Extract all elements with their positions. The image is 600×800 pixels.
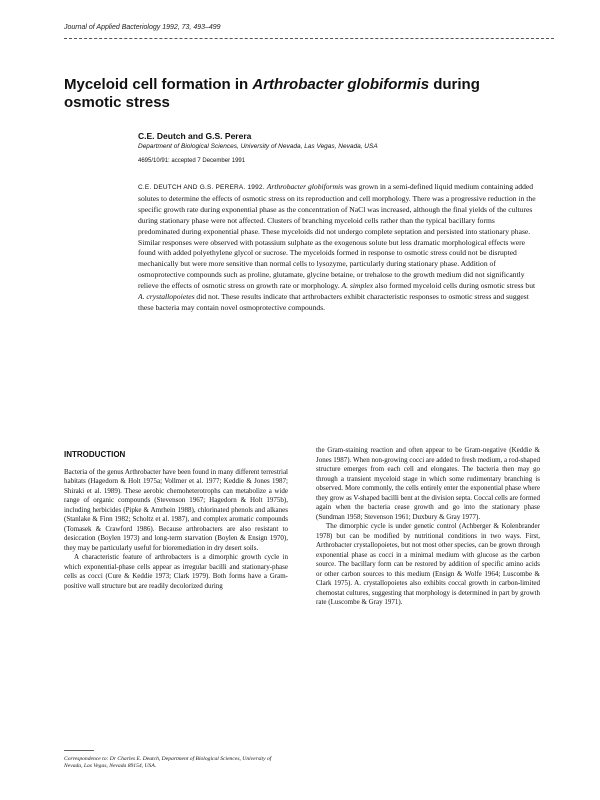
right-paragraph-1: the Gram-staining reaction and often appear to be Gram-negative (Keddie & Jones 1987). When non-growing cocci are added to fresh medium, a rod-shaped structure emerges from each cell and elongates. The bacteria then may go through a transient myceloid stage in which some rudimentary branching is observed. More commonly, the cells entirely enter the exponential phase where they grow as V-shaped bacilli bent at the division septa. Coccal cells are formed again when the bacteria cease growth and go into the stationary phase (Sundman 1958; Stevenson 1961; Duxbury & Gray 1977). [316,446,540,521]
title-part1: Myceloid cell formation in [64,76,253,93]
abstract-text: was grown in a semi-defined liquid medium containing added solutes to determine the effects of osmotic stress on its reproduction and cell morphology. There was a progressive reduction in the specific growth rate during exponential phase as the concentration of NaCl was increased, although the final yields of the cultures during stationary phase were not affected. Clusters of branching myceloid cells rather than the typical bacillary forms predominated during exponential phase. These myceloids did not undergo complete septation and persisted into stationary phase. Similar responses were observed with potassium sulphate as the exogenous solute but less dramatic morphological effects were found with added polyethylene glycol or sucrose. The myceloids formed in response to osmotic stress could not be disrupted mechanically but were more sensitive than normal cells to lysozyme, particularly during stationary phase. Addition of osmoprotective compounds such as proline, glutamate, glycine betaine, or trehalose to the growth medium did not significantly relieve the effects of osmotic stress on growth rate or morphology. [138,182,536,291]
intro-heading: INTRODUCTION [64,450,126,459]
right-paragraph-2: The dimorphic cycle is under genetic control (Achberger & Kolenbrander 1978) but can be modified by nutritional conditions in two ways. First, Arthrobacter crystallopoietes, but not most other species, can be grown through exponential phase as cocci in a minimal medium with glucose as the carbon source. The bacillary form can be restored by addition of specific amino acids or other carbon sources to this medium (Ensign & Wolfe 1964; Luscombe & Clark 1975). A. crystallopoietes also exhibits coccal growth in carbon-limited chemostat cultures, suggesting that morphology is determined in part by growth rate (Luscombe & Gray 1971). [316,522,540,606]
header-rule [64,38,554,39]
article-title [64,76,534,112]
footnote-rule [64,750,94,751]
title-species: Arthrobacter globiformis [252,76,430,93]
abstract-text-2: also formed myceloid cells during osmotic stress but [373,281,536,291]
abstract-species-2: A. simplex [341,281,374,291]
affiliation: Department of Biological Sciences, University of Nevada, Las Vegas, Nevada, USA [138,143,378,150]
left-column [64,450,288,591]
title-part2: during osmotic stress [64,76,480,111]
journal-header: Journal of Applied Bacteriology 1992, 73, 493–499 [64,24,221,31]
right-column [316,446,540,608]
abstract-species-3: A. crystallopoietes [138,292,195,302]
authors: C.E. Deutch and G.S. Perera [138,131,252,141]
abstract-species: Arthrobacter globiformis [266,182,344,191]
abstract-text-3: did not. These results indicate that arthrobacters exhibit characteristic responses to osmotic stress and suggest these bacteria may contain novel osmoprotective compounds. [138,292,529,312]
left-paragraph-2: A characteristic feature of arthrobacters is a dimorphic growth cycle in which exponential-phase cells appear as irregular bacilli and stationary-phase cells as cocci (Cure & Keddie 1973; Clark 1979). Both forms have a Gram-positive wall structure but are readily decolorized during [64,553,288,590]
received-date: 4695/10/91: accepted 7 December 1991 [138,158,246,164]
abstract [138,182,538,314]
footnote: Correspondence to: Dr Charles E. Deutch, Department of Biological Sciences, University of Nevada, Las Vegas, Nevada 89154, USA. [64,756,272,770]
left-paragraph-1: Bacteria of the genus Arthrobacter have been found in many different terrestrial habitats (Hagedorn & Holt 1975a; Vollmer et al. 1977; Keddie & Jones 1987; Shiraki et al. 1989). These aerobic chemoheterotrophs can metabolize a wide range of organic compounds (Stevenson 1967; Hagedorn & Holt 1975b), including herbicides (Pipke & Amrhein 1988), chlorinated phenols and alkanes (Stanlake & Finn 1982; Scholtz et al. 1987), and complex aromatic compounds (Tomasek & Crawford 1986). Because arthrobacters are also resistant to desiccation (Boylen 1973) and long-term starvation (Boylen & Ensign 1970), they may be particularly useful for bioremediation in dry desert soils. [64,467,288,552]
abstract-lead: C.E. DEUTCH AND G.S. PERERA. 1992. [138,184,267,191]
